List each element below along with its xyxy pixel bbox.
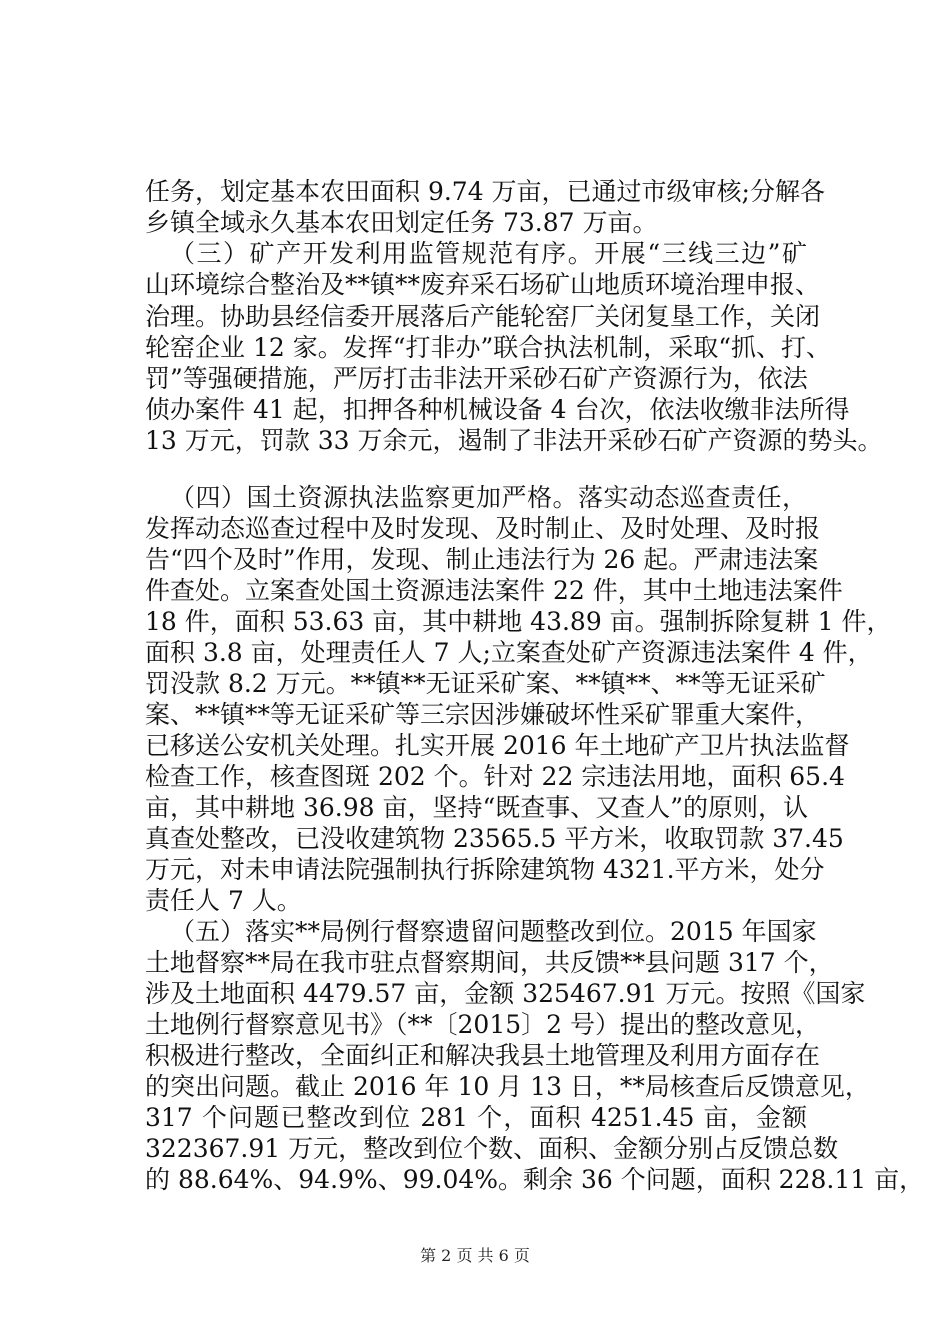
text-line: 涉及土地面积 4479.57 亩，金额 325467.91 万元。按照《国家 [145, 979, 866, 1008]
text-line: 13 万元，罚款 33 万余元，遏制了非法开采砂石矿产资源的势头。 [145, 426, 883, 455]
text-line: 罚”等强硬措施，严厉打击非法开采砂石矿产资源行为，依法 [145, 364, 808, 393]
text-line: 土地督察**局在我市驻点督察期间，共反馈**县问题 317 个， [145, 948, 834, 977]
text-line: 322367.91 万元，整改到位个数、面积、金额分别占反馈总数 [145, 1134, 839, 1163]
text-line: 积极进行整改，全面纠正和解决我县土地管理及利用方面存在 [145, 1041, 821, 1070]
text-line: 告“四个及时”作用，发现、制止违法行为 26 起。严肃违法案 [145, 545, 819, 574]
text-line: 已移送公安机关处理。扎实开展 2016 年土地矿产卫片执法监督 [145, 731, 850, 760]
text-line: 治理。协助县经信委开展落后产能轮窑厂关闭复垦工作，关闭 [145, 302, 821, 331]
text-line: 件查处。立案查处国土资源违法案件 22 件，其中土地违法案件 [145, 576, 843, 605]
paragraph-heading-3: （三）矿产开发利用监管规范有序。开展“三线三边”矿 [170, 239, 807, 268]
text-line: 万元，对未申请法院强制执行拆除建筑物 4321.平方米，处分 [145, 855, 825, 884]
text-line: 面积 3.8 亩，处理责任人 7 人;立案查处矿产资源违法案件 4 件， [145, 638, 873, 667]
text-line: 18 件，面积 53.63 亩，其中耕地 43.89 亩。强制拆除复耕 1 件， [145, 607, 892, 636]
paragraph-heading-5: （五）落实**局例行督察遗留问题整改到位。2015 年国家 [170, 917, 817, 946]
text-line: 乡镇全域永久基本农田划定任务 73.87 万亩。 [145, 208, 658, 237]
text-line: 山环境综合整治及**镇**废弃采石场矿山地质环境治理申报、 [145, 270, 821, 299]
text-line: 任务，划定基本农田面积 9.74 万亩，已通过市级审核;分解各 [145, 177, 825, 206]
text-line: 轮窑企业 12 家。发挥“打非办”联合执法机制，采取“抓、打、 [145, 333, 832, 362]
text-line: 317 个问题已整改到位 281 个，面积 4251.45 亩，金额 [145, 1103, 807, 1132]
text-line: 责任人 7 人。 [145, 886, 302, 915]
text-line: 发挥动态巡查过程中及时发现、及时制止、及时处理、及时报 [145, 514, 821, 543]
text-line: 亩，其中耕地 36.98 亩，坚持“既查事、又查人”的原则，认 [145, 793, 809, 822]
text-line: 的突出问题。截止 2016 年 10 月 13 日，**局核查后反馈意见， [145, 1072, 870, 1101]
text-line: 罚没款 8.2 万元。**镇**无证采矿案、**镇**、**等无证采矿 [145, 669, 826, 698]
text-line: 侦办案件 41 起，扣押各种机械设备 4 台次，依法收缴非法所得 [145, 395, 850, 424]
text-line: 检查工作，核查图斑 202 个。针对 22 宗违法用地，面积 65.4 [145, 762, 845, 791]
text-line: 的 88.64%、94.9%、99.04%。剩余 36 个问题，面积 228.11 亩， [145, 1165, 925, 1194]
page-number-footer: 第 2 页 共 6 页 [420, 1246, 530, 1265]
paragraph-heading-4: （四）国土资源执法监察更加严格。落实动态巡查责任， [170, 483, 807, 512]
text-line: 土地例行督察意见书》（**〔2015〕2 号）提出的整改意见， [145, 1010, 820, 1039]
text-line: 真查处整改，已没收建筑物 23565.5 平方米，收取罚款 37.45 [145, 824, 844, 853]
text-line: 案、**镇**等无证采矿等三宗因涉嫌破坏性采矿罪重大案件， [145, 700, 821, 729]
